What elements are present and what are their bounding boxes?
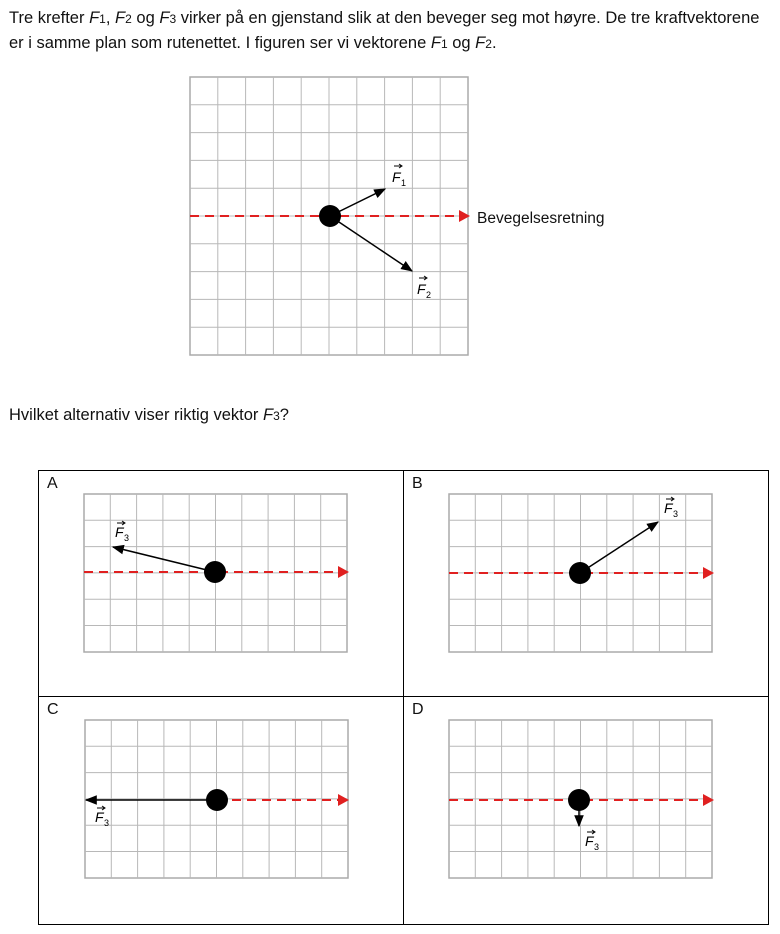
svg-text:1: 1 [401, 178, 407, 188]
option-b[interactable] [404, 471, 768, 697]
svg-text:F: F [417, 281, 426, 297]
option-c-object-dot [206, 789, 228, 811]
label-f1 [392, 164, 406, 188]
option-d-letter: D [412, 701, 424, 718]
option-d-diagram [404, 697, 768, 924]
svg-text:3: 3 [104, 818, 110, 828]
option-a-vector-f3 [113, 547, 215, 572]
intro-text: Tre krefter F1, F2 og F3 virker på en gjenstand slik at den beveger seg mot høyre. De tre kraftvektorene er i samme plan som rutenettet. I figuren ser vi vektorene F1 og F2. [9, 9, 760, 52]
option-a-diagram [39, 471, 404, 697]
option-b-object-dot [569, 562, 591, 584]
answer-options-table [38, 470, 769, 925]
svg-text:F: F [392, 169, 401, 185]
option-a-letter: A [47, 475, 58, 492]
option-d[interactable] [404, 697, 768, 924]
svg-text:F: F [95, 809, 104, 825]
label-f2 [417, 276, 431, 300]
option-c-diagram [39, 697, 404, 924]
svg-text:F: F [115, 524, 124, 540]
option-c-f3-label [95, 806, 109, 828]
option-c-letter: C [47, 701, 59, 718]
svg-text:F: F [664, 500, 673, 516]
main-force-diagram [0, 0, 780, 380]
option-b-f3-label [664, 497, 678, 519]
svg-text:3: 3 [124, 533, 130, 543]
option-b-vector-f3 [580, 522, 658, 573]
option-a-f3-label [115, 521, 129, 543]
option-c[interactable] [39, 697, 404, 924]
svg-text:F: F [585, 833, 594, 849]
motion-direction-label: Bevegelsesretning [477, 210, 605, 227]
option-d-f3-label [585, 830, 599, 852]
svg-text:2: 2 [426, 290, 432, 300]
svg-text:3: 3 [594, 842, 600, 852]
option-b-letter: B [412, 475, 423, 492]
option-a-object-dot [204, 561, 226, 583]
option-a[interactable] [39, 471, 404, 697]
object-dot [319, 205, 341, 227]
option-d-object-dot [568, 789, 590, 811]
svg-text:3: 3 [673, 509, 679, 519]
question-text: Hvilket alternativ viser riktig vektor F3? [9, 406, 289, 424]
option-b-diagram [404, 471, 768, 697]
